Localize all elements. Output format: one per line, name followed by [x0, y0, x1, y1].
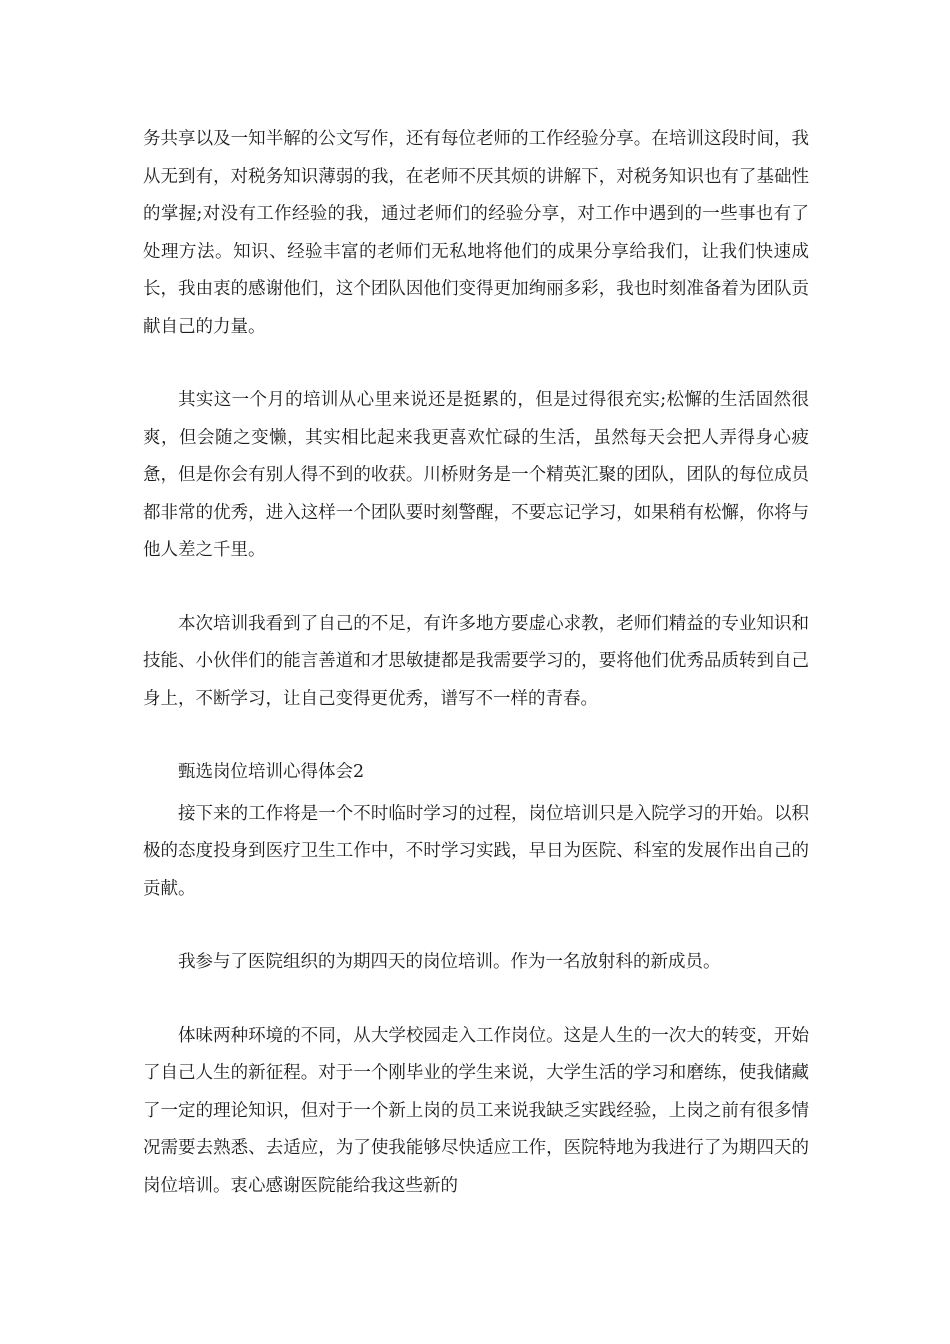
paragraph-1: 务共享以及一知半解的公文写作，还有每位老师的工作经验分享。在培训这段时间，我从无到有，对税务知识薄弱的我，在老师不厌其烦的讲解下，对税务知识也有了基础性的掌握;对没有工作经验的我，通过老师们的经验分享，对工作中遇到的一些事也有了处理方法。知识、经验丰富的老师们无私地将他们的成果分享给我们，让我们快速成长，我由衷的感谢他们，这个团队因他们变得更加绚丽多彩，我也时刻准备着为团队贡献自己的力量。 [143, 129, 809, 337]
paragraph-6: 体味两种环境的不同，从大学校园走入工作岗位。这是人生的一次大的转变，开始了自己人生的新征程。对于一个刚毕业的学生来说，大学生活的学习和磨练，使我储藏了一定的理论知识，但对于一个新上岗的员工来说我缺乏实践经验，上岗之前有很多情况需要去熟悉、去适应，为了使我能够尽快适应工作，医院特地为我进行了为期四天的岗位培训。衷心感谢医院能给我这些新的 [143, 1025, 809, 1196]
section-heading: 甄选岗位培训心得体会2 [178, 762, 365, 782]
document-body [143, 121, 809, 1205]
paragraph-4: 接下来的工作将是一个不时临时学习的过程，岗位培训只是入院学习的开始。以积极的态度投身到医疗卫生工作中，不时学习实践，早日为医院、科室的发展作出自己的贡献。 [143, 803, 809, 899]
paragraph-5: 我参与了医院组织的为期四天的岗位培训。作为一名放射科的新成员。 [178, 952, 721, 972]
paragraph-3: 本次培训我看到了自己的不足，有许多地方要虚心求教，老师们精益的专业知识和技能、小伙伴们的能言善道和才思敏捷都是我需要学习的，要将他们优秀品质转到自己身上，不断学习，让自己变得更优秀，谱写不一样的青春。 [143, 613, 809, 709]
paragraph-2: 其实这一个月的培训从心里来说还是挺累的，但是过得很充实;松懈的生活固然很爽，但会随之变懒，其实相比起来我更喜欢忙碌的生活，虽然每天会把人弄得身心疲惫，但是你会有别人得不到的收获。川桥财务是一个精英汇聚的团队，团队的每位成员都非常的优秀，进入这样一个团队要时刻警醒，不要忘记学习，如果稍有松懈，你将与他人差之千里。 [143, 390, 809, 560]
